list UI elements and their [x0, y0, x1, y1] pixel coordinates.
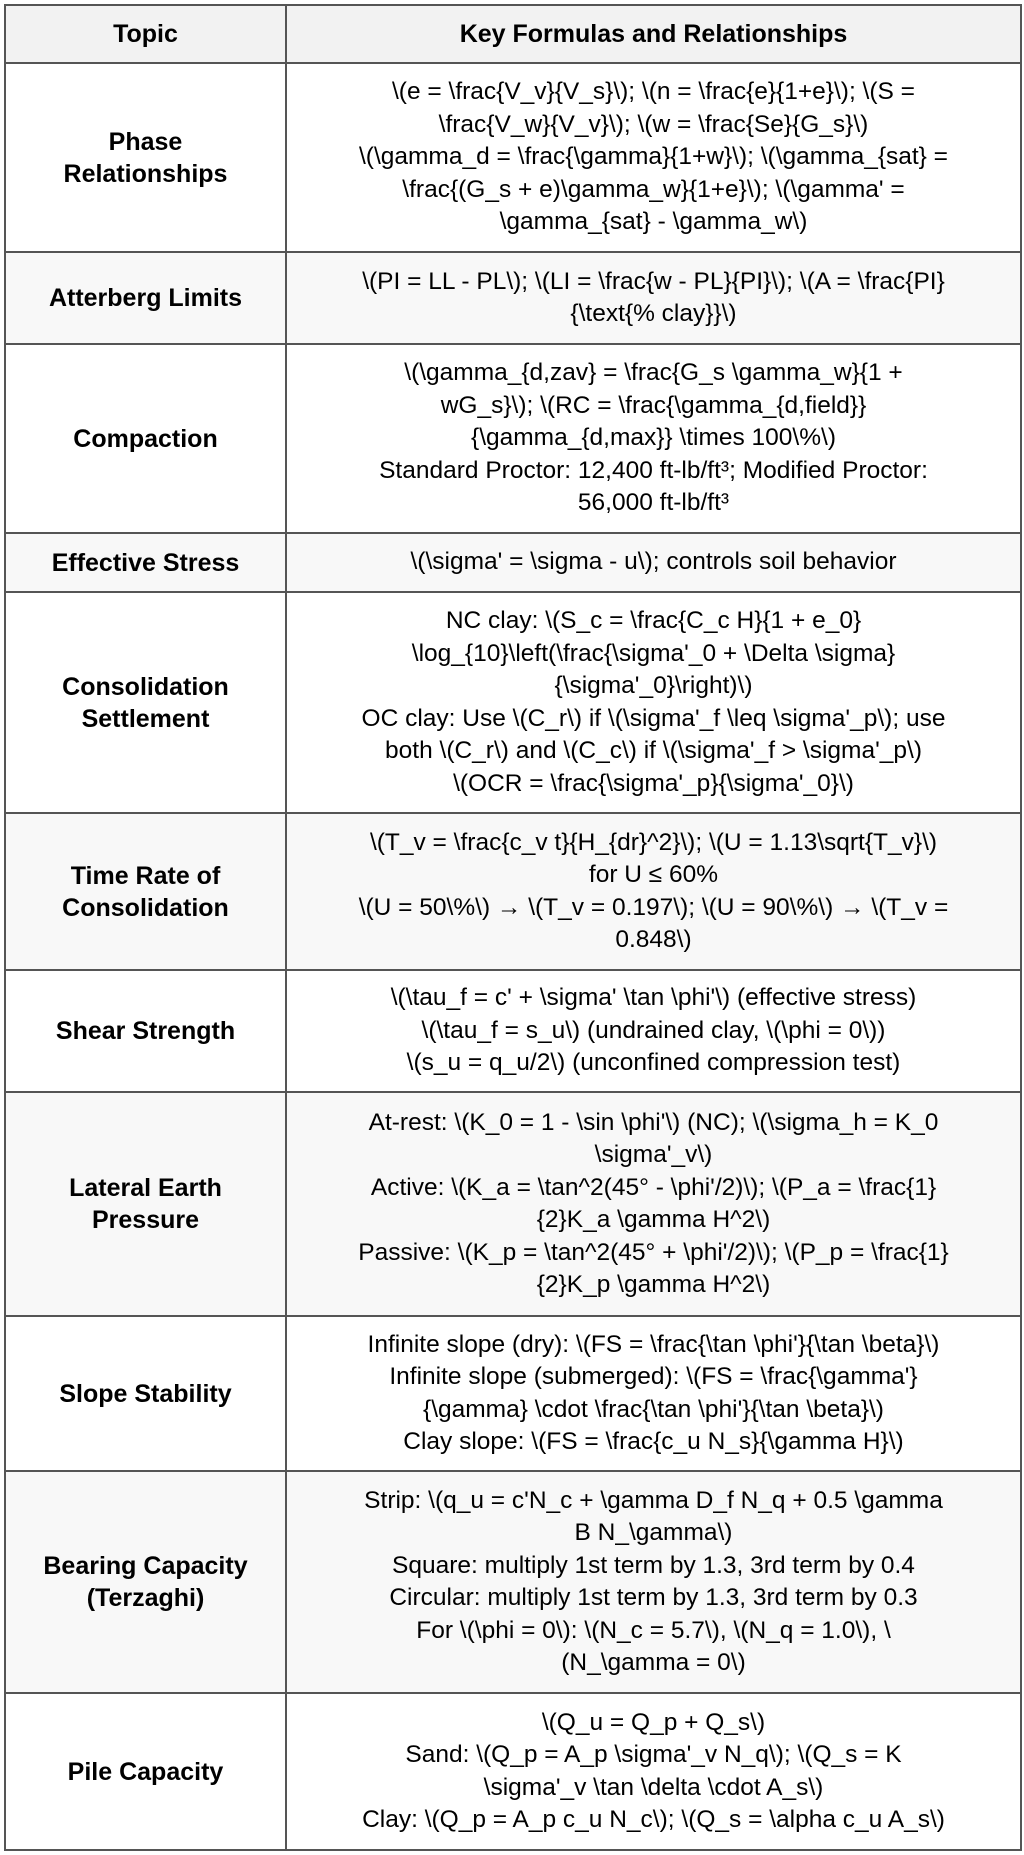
topic-label: Relationships — [63, 159, 228, 188]
topic-label: Consolidation — [62, 672, 229, 701]
table-row — [5, 533, 1021, 592]
topic-label: Pile Capacity — [67, 1757, 224, 1786]
topic-label: Atterberg Limits — [48, 284, 243, 312]
formula-line: {\gamma} \cdot \frac{\tan \phi'}{\tan \beta}\) — [423, 1395, 884, 1423]
formula-line: \(\tau_f = c' + \sigma' \tan \phi'\) (effective stress) — [390, 984, 917, 1012]
topic-label: Consolidation — [62, 893, 229, 922]
topic-label: Compaction — [73, 424, 218, 453]
formula-line: wG_s}\); \(RC = \frac{\gamma_{d,field}} — [440, 391, 867, 419]
table-row — [5, 1693, 1021, 1850]
table-row — [5, 592, 1021, 813]
table-row — [5, 1316, 1021, 1471]
table-row — [5, 1092, 1021, 1316]
topic-label: Phase — [108, 127, 183, 156]
formula-line: \frac{(G_s + e)\gamma_w}{1+e}\); \(\gamma' = — [402, 175, 905, 203]
column-header-formulas: Key Formulas and Relationships — [286, 5, 1021, 63]
formula-line: {2}K_p \gamma H^2\) — [536, 1271, 771, 1298]
formula-line: Passive: \(K_p = \tan^2(45° + \phi'/2)\); \(P_p = \frac{1} — [358, 1238, 949, 1266]
column-header-topic: Topic — [5, 5, 286, 63]
formula-line: Active: \(K_a = \tan^2(45° - \phi'/2)\); \(P_a = \frac{1} — [370, 1173, 937, 1201]
formula-cell — [286, 1471, 1021, 1693]
formula-line: For \(\phi = 0\): \(N_c = 5.7\), \(N_q = 1.0\), \ — [416, 1616, 891, 1644]
formula-line: \(\sigma' = \sigma - u\); controls soil behavior — [410, 548, 897, 576]
topic-cell — [5, 63, 286, 252]
table-body — [5, 63, 1021, 1850]
formula-line: \(\tau_f = s_u\) (undrained clay, \(\phi = 0\)) — [421, 1016, 886, 1044]
formula-line: \(\gamma_{d,zav} = \frac{G_s \gamma_w}{1 + — [404, 359, 903, 387]
formula-line: Sand: \(Q_p = A_p \sigma'_v N_q\); \(Q_s = K — [405, 1741, 902, 1768]
topic-cell — [5, 1092, 286, 1316]
formula-line: B N_\gamma\) — [574, 1519, 733, 1546]
table-row — [5, 1471, 1021, 1693]
formula-line: \sigma'_v \tan \delta \cdot A_s\) — [483, 1773, 824, 1801]
topic-label: (Terzaghi) — [86, 1584, 205, 1612]
formula-line: Infinite slope (submerged): \(FS = \frac{\gamma'} — [389, 1363, 918, 1390]
formula-line: \(\gamma_d = \frac{\gamma}{1+w}\); \(\gamma_{sat} = — [359, 143, 948, 171]
formula-line: 0.848\) — [615, 926, 692, 953]
formula-line: both \(C_r\) and \(C_c\) if \(\sigma'_f > \sigma'_p\) — [385, 737, 922, 764]
formula-line: OC clay: Use \(C_r\) if \(\sigma'_f \leq \sigma'_p\); use — [361, 704, 946, 732]
formula-cell — [286, 63, 1021, 252]
table-row — [5, 63, 1021, 252]
topic-cell — [5, 970, 286, 1092]
table-row — [5, 344, 1021, 533]
formula-line: NC clay: \(S_c = \frac{C_c H}{1 + e_0} — [445, 607, 862, 634]
formula-line: \(T_v = \frac{c_v t}{H_{dr}^2}\); \(U = 1.13\sqrt{T_v}\) — [369, 828, 938, 856]
formula-line: \(U = 50\%\) → \(T_v = 0.197\); \(U = 90\%\) → \(T_v = — [358, 893, 949, 921]
formula-cell — [286, 344, 1021, 533]
formula-line: \(OCR = \frac{\sigma'_p}{\sigma'_0}\) — [453, 769, 854, 797]
topic-cell — [5, 1316, 286, 1471]
formula-cell — [286, 533, 1021, 592]
formula-cell — [286, 252, 1021, 344]
topic-cell — [5, 344, 286, 533]
topic-cell — [5, 252, 286, 344]
topic-label: Pressure — [91, 1206, 200, 1234]
formula-cell — [286, 970, 1021, 1092]
formula-line: Standard Proctor: 12,400 ft-lb/ft³; Modified Proctor: — [379, 456, 928, 484]
formula-line: {2}K_a \gamma H^2\) — [536, 1206, 771, 1233]
formula-cell — [286, 1316, 1021, 1471]
topic-cell — [5, 592, 286, 813]
formula-line: \frac{V_w}{V_v}\); \(w = \frac{Se}{G_s}\) — [438, 110, 869, 138]
formula-line: Strip: \(q_u = c'N_c + \gamma D_f N_q + 0.5 \gamma — [364, 1486, 943, 1514]
formula-line: Clay slope: \(FS = \frac{c_u N_s}{\gamma H}\) — [403, 1428, 904, 1455]
formula-cell — [286, 592, 1021, 813]
topic-label: Settlement — [81, 704, 210, 733]
formula-line: Square: multiply 1st term by 1.3, 3rd term by 0.4 — [392, 1551, 915, 1579]
topic-label: Lateral Earth — [69, 1174, 222, 1202]
formula-line: Infinite slope (dry): \(FS = \frac{\tan \phi'}{\tan \beta}\) — [367, 1330, 940, 1358]
topic-label: Slope Stability — [59, 1379, 232, 1408]
topic-label: Time Rate of — [70, 861, 221, 890]
topic-cell — [5, 533, 286, 592]
formula-cell — [286, 813, 1021, 970]
formula-line: \(Q_u = Q_p + Q_s\) — [541, 1708, 766, 1736]
topic-label: Bearing Capacity — [43, 1552, 248, 1580]
table-row — [5, 252, 1021, 344]
formula-line: \gamma_{sat} - \gamma_w\) — [499, 208, 808, 236]
topic-cell — [5, 1693, 286, 1850]
table-row — [5, 813, 1021, 970]
topic-cell — [5, 1471, 286, 1693]
table-row — [5, 970, 1021, 1092]
formula-line: for U ≤ 60% — [588, 861, 719, 888]
formulas-table — [4, 4, 1022, 1851]
formula-line: At-rest: \(K_0 = 1 - \sin \phi'\) (NC); \(\sigma_h = K_0 — [368, 1108, 939, 1136]
formula-line: \sigma'_v\) — [594, 1141, 713, 1168]
formula-cell — [286, 1693, 1021, 1850]
topic-cell — [5, 813, 286, 970]
topic-label: Effective Stress — [51, 548, 240, 577]
formula-line: (N_\gamma = 0\) — [561, 1649, 746, 1676]
formula-line: {\gamma_{d,max}} \times 100\%\) — [471, 424, 836, 452]
formula-line: \(s_u = q_u/2\) (unconfined compression test) — [406, 1049, 901, 1077]
formula-line: Clay: \(Q_p = A_p c_u N_c\); \(Q_s = \alpha c_u A_s\) — [362, 1806, 945, 1833]
formula-line: {\text{% clay}}\) — [570, 300, 737, 327]
table-header-row — [5, 5, 1021, 63]
formula-line: \(e = \frac{V_v}{V_s}\); \(n = \frac{e}{1+e}\); \(S = — [392, 78, 915, 106]
formula-line: 56,000 ft-lb/ft³ — [577, 489, 730, 517]
topic-label: Shear Strength — [55, 1017, 236, 1045]
formula-line: \log_{10}\left(\frac{\sigma'_0 + \Delta \sigma} — [411, 639, 896, 667]
formula-line: Circular: multiply 1st term by 1.3, 3rd term by 0.3 — [389, 1584, 918, 1611]
formula-cell — [286, 1092, 1021, 1316]
formula-line: \(PI = LL - PL\); \(LI = \frac{w - PL}{PI}\); \(A = \frac{PI} — [362, 267, 945, 295]
formula-line: {\sigma'_0}\right)\) — [554, 672, 753, 699]
